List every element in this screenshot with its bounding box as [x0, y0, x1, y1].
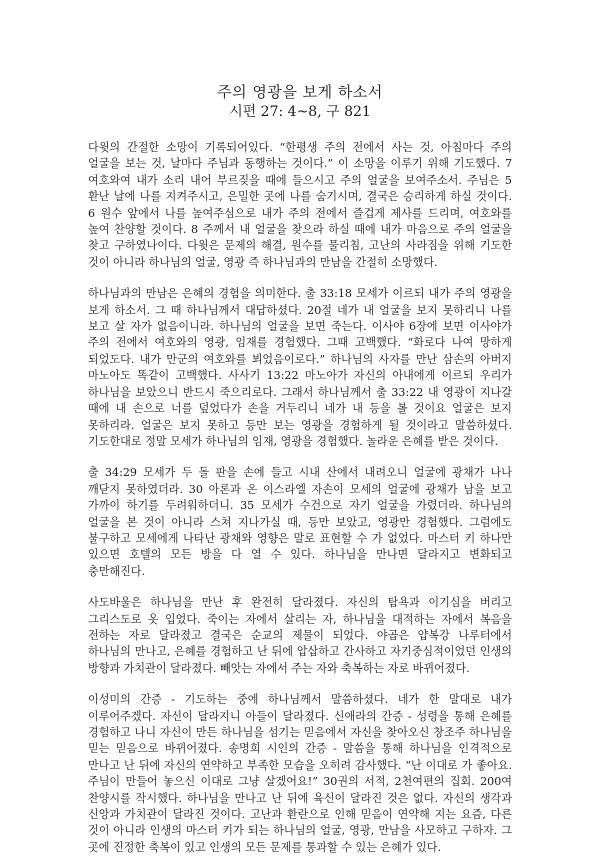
paragraph-5: 이성미의 간증 - 기도하는 중에 하나님께서 말씀하셨다. 네가 한 말대로 내가 이루어주겠다. 자신이 달라지니 아들이 달라졌다. 신애라의 간증 - 성령을 통해 은혜를 경험하고 나니 자신이 만든 하나님을 섬기는 믿음에서 자신을 찾아오신 창조주 하나님을 믿는 믿음으로 바뀌어졌다. 송명희 시인의 간증 - 말씀을 통해 하나님을 인격적으로 만나고 난 뒤에 자신의 연약하고 부족한 모습을 오히려 감사했다. “난 이대로 가 좋아요. 주님이 만들어 놓으신 이대로 그냥 살겠어요!” 30권의 서적, 2천여편의 집회. 200여 찬양시를 작시했다. 하나님을 만나고 난 뒤에 육신이 달라진 것은 없다. 자신의 생각과 신앙과 가치관이 달라진 것이다. 고난과 환란으로 인해 믿음이 연약해 지는 요즘, 다른 것이 아니라 인생의 마스터 키가 되는 하나님의 얼굴, 영광, 만남을 사모하고 구하자. 그 곳에 진정한 축복이 있고 인생의 모든 문제를 통과할 수 있는 은혜가 있다.: [88, 693, 512, 854]
paragraph-1: 다윗의 간절한 소망이 기록되어있다. “한평생 주의 전에서 사는 것, 아침마다 주의 얼굴을 보는 것, 날마다 주님과 동행하는 것이다.” 이 소망을 이루기 위해 기도했다. 7 여호와여 내가 소리 내어 부르짖을 때에 들으시고 주의 얼굴을 보여주소서. 주님은 5 환난 날에 나를 지켜주시고, 은밀한 곳에 나를 숨기시며, 결국은 승리하게 하실 것이다. 6 원수 앞에서 나를 높여주심으로 내가 주의 전에서 즐겁게 제사를 드리며, 여호와를 높여 찬양할 것이다. 8 주께서 내 얼굴을 찾으라 하실 때에 내가 마음으로 주의 얼굴을 찾고 구하였나이다. 다윗은 문제의 해결, 원수를 물리침, 고난의 사라짐을 위해 기도한 것이 아니라 하나님의 얼굴, 영광 즉 하나님과의 만남을 간절히 소망했다.: [88, 141, 512, 269]
paragraph-4: 사도바울은 하나님을 만난 후 완전히 달라졌다. 자신의 탐욕과 이기심을 버리고 그리스도로 옷 입었다. 죽이는 자에서 살리는 자, 하나님을 대적하는 자에서 복음을 전하는 자로 달라졌고 결국은 순교의 제물이 되었다. 야곱은 얍복강 나루터에서 하나님의 만나고, 은혜를 경험하고 난 뒤에 압삽하고 간사하고 자기중심적이었던 인생의 방향과 가치관이 달라졌다. 빼앗는 자에서 주는 자와 축복하는 자로 바뀌어졌다.: [88, 596, 512, 675]
page-title: 주의 영광을 보게 하소서: [217, 83, 383, 101]
paragraph-3: 출 34:29 모세가 두 돌 판을 손에 들고 시내 산에서 내려오니 얼굴에 광채가 나나 깨닫지 못하였더라. 30 아론과 온 이스라엘 자손이 모세의 얼굴에 광채가 남을 보고 가까이 하기를 두려워하더니. 35 모세가 수건으로 자기 얼굴을 가렸더라. 하나님의 얼굴을 본 것이 아니라 스쳐 지나가실 때, 등만 보았고, 영광만 경험했다. 그럼에도 불구하고 모세에게 나타난 광채와 영향은 말로 표현할 수 가 없었다. 마스터 키 하나만 있으면 호텔의 모든 방을 다 열 수 있다. 하나님을 만나면 달라지고 변화되고 충만해진다.: [88, 466, 512, 578]
scripture-reference: 시편 27: 4~8, 구 821: [229, 104, 371, 120]
paragraph-2: 하나님과의 만남은 은혜의 경험을 의미한다. 출 33:18 모세가 이르되 내가 주의 영광을 보게 하소서. 그 때 하나님께서 대답하셨다. 20절 네가 내 얼굴을 보지 못하리니 나를 보고 살 자가 없음이니라. 하나님의 얼굴을 보면 죽는다. 이사야 6장에 보면 이사야가 주의 전에서 여호와의 영광, 임재를 경험했다. 그때 고백했다. “화로다 나여 망하게 되었도다. 내가 만군의 여호와를 뵈었음이로다.” 하나님의 사자를 만난 삼손의 아버지 마노아도 똑같이 고백했다. 사사기 13:22 마노아가 자신의 아내에게 이르되 우리가 하나님을 보았으니 반드시 죽으리로다. 그래서 하나님께서 출 33:22 내 영광이 지나갈 때에 내 손으로 너를 덮었다가 손을 거두리니 네가 내 등을 볼 것이요 얼굴은 보지 못하리라. 얼굴은 보지 못하고 등만 보는 영광을 경험하게 될 것이라고 말씀하셨다. 기도한대로 정말 모세가 하나님의 임재, 영광을 경험했다. 놀라운 은혜를 받은 것이다.: [88, 287, 512, 448]
